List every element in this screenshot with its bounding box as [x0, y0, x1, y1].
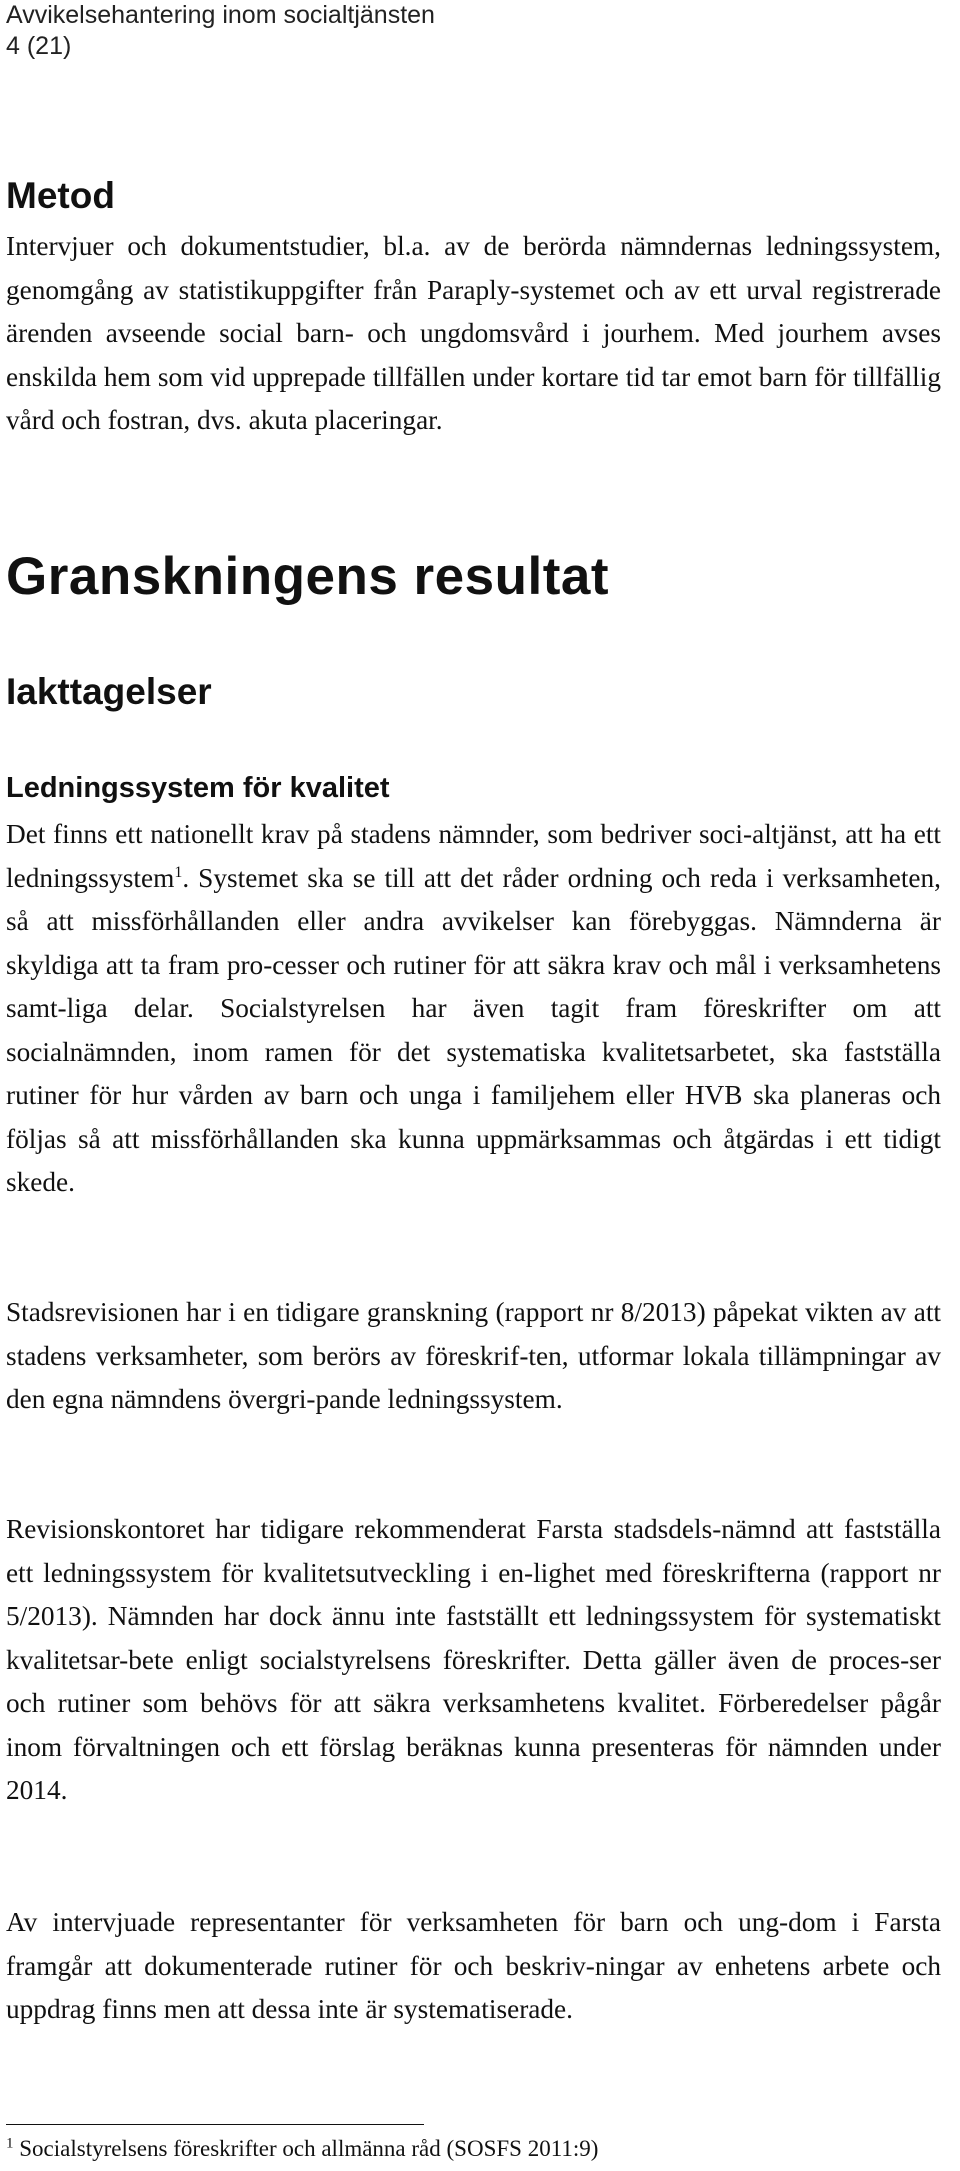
footnote-text: Socialstyrelsens föreskrifter och allmänna råd (SOSFS 2011:9): [19, 2136, 599, 2161]
footnote: [6, 2133, 598, 2165]
subheading-quality-system: Ledningssystem för kvalitet: [6, 772, 390, 804]
page-number: 4 (21): [6, 32, 72, 60]
section-heading-observations: Iakttagelser: [6, 671, 212, 712]
footnote-number: 1: [6, 2135, 14, 2152]
section-heading-results: Granskningens resultat: [6, 547, 610, 606]
running-header-title: Avvikelsehantering inom socialtjänsten: [6, 1, 435, 29]
footnote-reference[interactable]: 1: [174, 863, 183, 881]
footnote-divider: [6, 2124, 424, 2125]
section-heading-metod: Metod: [6, 175, 115, 216]
paragraph-quality-system: [6, 813, 941, 1205]
metod-paragraph: Intervjuer och dokumentstudier, bl.a. av de berörda nämndernas ledningssystem, genomgång av statistikuppgifter från Paraply-systemet och av ett urval registrerade ärenden avseende social barn- och ungdomsvård i jourhem. Med jourhem avses enskilda hem som vid upprepade tillfällen under kortare tid tar emot barn för tillfällig vård och fostran, dvs. akuta placeringar.: [6, 231, 941, 435]
paragraph-text-after-note: . Systemet ska se till att det råder ordning och reda i verksamheten, så att missförhållanden eller andra avvikelser kan förebyggas. Nämnderna är skyldiga att ta fram pro-cesser och rutiner för att säkra krav och mål i verksamhetens samt-liga delar. Socialstyrelsen har även tagit fram föreskrifter om att socialnämnden, inom ramen för det systematiska kvalitetsarbetet, ska fastställa rutiner för hur vården av barn och unga i familjehem eller HVB ska planeras och följas så att missförhållanden ska kunna uppmärksammas och åtgärdas i ett tidigt skede.: [6, 862, 941, 1197]
paragraph-interviews: Av intervjuade representanter för verksamheten för barn och ung-dom i Farsta framgår att dokumenterade rutiner för och beskriv-ningar av enhetens arbete och uppdrag finns men att dessa inte är systematiserade.: [6, 1907, 941, 2024]
paragraph-city-audit: Stadsrevisionen har i en tidigare granskning (rapport nr 8/2013) påpekat vikten av att stadens verksamheter, som berörs av föreskrif-ten, utformar lokala tillämpningar av den egna nämndens övergri-pande ledningssystem.: [6, 1297, 941, 1414]
paragraph-audit-office: Revisionskontoret har tidigare rekommenderat Farsta stadsdels-nämnd att fastställa ett ledningssystem för kvalitetsutveckling i en-lighet med föreskrifterna (rapport nr 5/2013). Nämnden har dock ännu inte fastställt ett ledningssystem för systematiskt kvalitetsar-bete enligt socialstyrelsens föreskrifter. Detta gäller även de proces-ser och rutiner som behövs för att säkra verksamhetens kvalitet. Förberedelser pågår inom förvaltningen och ett förslag beräknas kunna presenteras för nämnden under 2014.: [6, 1514, 941, 1805]
paragraph-text-before-note: Det finns ett nationellt krav på stadens nämnder, som bedriver soci-altjänst, att ha ett ledningssystem: [6, 819, 941, 893]
